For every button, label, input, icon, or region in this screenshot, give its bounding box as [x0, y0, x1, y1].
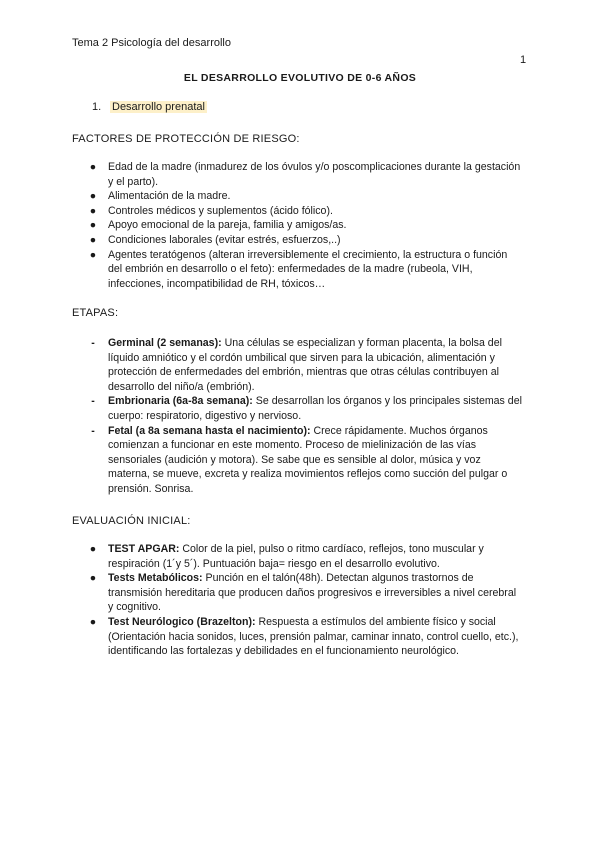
factores-heading: FACTORES DE PROTECCIÓN DE RIESGO:	[72, 133, 300, 145]
list-item: ● TEST APGAR: Color de la piel, pulso o ritmo cardíaco, reflejos, tono muscular y respiración (1´y 5´). Puntuación baja= riesgo en el desarrollo evolutivo.	[89, 543, 484, 570]
etapas-heading: ETAPAS:	[72, 307, 119, 319]
stage-term: Germinal (2 semanas):	[108, 337, 222, 349]
bullet-icon: ●	[89, 572, 97, 585]
list-item: ● Tests Metabólicos: Punción en el talón(48h). Detectan algunos trastornos de transmisión hereditaria que producen daños progresivos e irreversibles a nivel cerebral y cognitivo.	[89, 572, 517, 614]
list-item: ● Edad de la madre (inmadurez de los óvulos y/o poscomplicaciones durante la gestación y el parto).	[89, 161, 521, 188]
stage-term: Fetal (a 8a semana hasta el nacimiento):	[108, 424, 311, 437]
factores-list	[72, 160, 522, 291]
list-item: ● Test Neurólogico (Brazelton): Respuesta a estímulos del ambiente físico y social (Orientación hacia sonidos, luces, prensión palmar, caminar innato, control cuello, etc.), identificando las fortalezas y debilidades en el funcionamiento neurológico.	[89, 615, 519, 658]
list-item: ● Controles médicos y suplementos (ácido fólico).	[89, 204, 333, 217]
section-heading-prenatal	[92, 100, 207, 115]
dash-marker: -	[91, 395, 95, 408]
dash-marker: -	[91, 424, 95, 437]
list-item: ● Apoyo emocional de la pareja, familia y amigos/as.	[89, 219, 347, 232]
section-number: 1.	[92, 101, 102, 113]
bullet-icon: ●	[89, 543, 97, 555]
list-item: - Embrionaria (6a-8a semana): Se desarrollan los órganos y los principales sistemas del cuerpo: respiratorio, digestivo y nervioso.	[72, 394, 522, 423]
bullet-icon: ●	[89, 190, 97, 203]
list-item: ● Agentes teratógenos (alteran irreversiblemente el crecimiento, la estructura o función del embrión en desarrollo o el feto): enfermedades de la madre (rubeola, VIH, infecciones, incompatibilidad de RH, tóxicos…	[89, 248, 508, 290]
evaluacion-list	[72, 542, 522, 659]
test-term: TEST APGAR:	[108, 543, 180, 555]
test-term: Tests Metabólicos:	[108, 572, 203, 585]
bullet-icon: ●	[89, 161, 97, 173]
bullet-icon: ●	[89, 615, 97, 628]
test-term: Test Neurólogico (Brazelton):	[108, 615, 256, 628]
bullet-icon: ●	[89, 204, 97, 217]
page-number: 1	[520, 54, 527, 66]
list-item: - Germinal (2 semanas): Una células se especializan y forman placenta, la bolsa del líquido amniótico y el cordón umbilical que sirven para la ubicación, alimentación y protección de enfermedades del embrión, mientras que otras células contribuyen al desarrollo del niño/a (embrión).	[72, 336, 522, 394]
page-header: Tema 2 Psicología del desarrollo	[72, 37, 231, 49]
list-item: ● Condiciones laborales (evitar estrés, esfuerzos,..)	[89, 233, 341, 246]
dash-marker: -	[91, 337, 95, 349]
bullet-icon: ●	[89, 248, 97, 261]
document-title: EL DESARROLLO EVOLUTIVO DE 0-6 AÑOS	[183, 72, 417, 84]
etapas-list	[72, 336, 522, 497]
evaluacion-heading: EVALUACIÓN INICIAL:	[72, 515, 191, 527]
stage-term: Embrionaria (6a-8a semana):	[108, 395, 253, 408]
list-item: ● Alimentación de la madre.	[89, 190, 231, 203]
bullet-icon: ●	[89, 219, 97, 232]
bullet-icon: ●	[89, 233, 97, 246]
section-label: Desarrollo prenatal	[112, 101, 205, 113]
list-item: - Fetal (a 8a semana hasta el nacimiento): Crece rápidamente. Muchos órganos comienzan a funcionar en este momento. Proceso de mielinización de las vías sensoriales (audición y motora). Se sabe que es sensible al dolor, música y voz materna, se mueve, excreta y realiza movimientos reflejos como succión del pulgar o prensión. Sonrisa.	[72, 424, 522, 497]
